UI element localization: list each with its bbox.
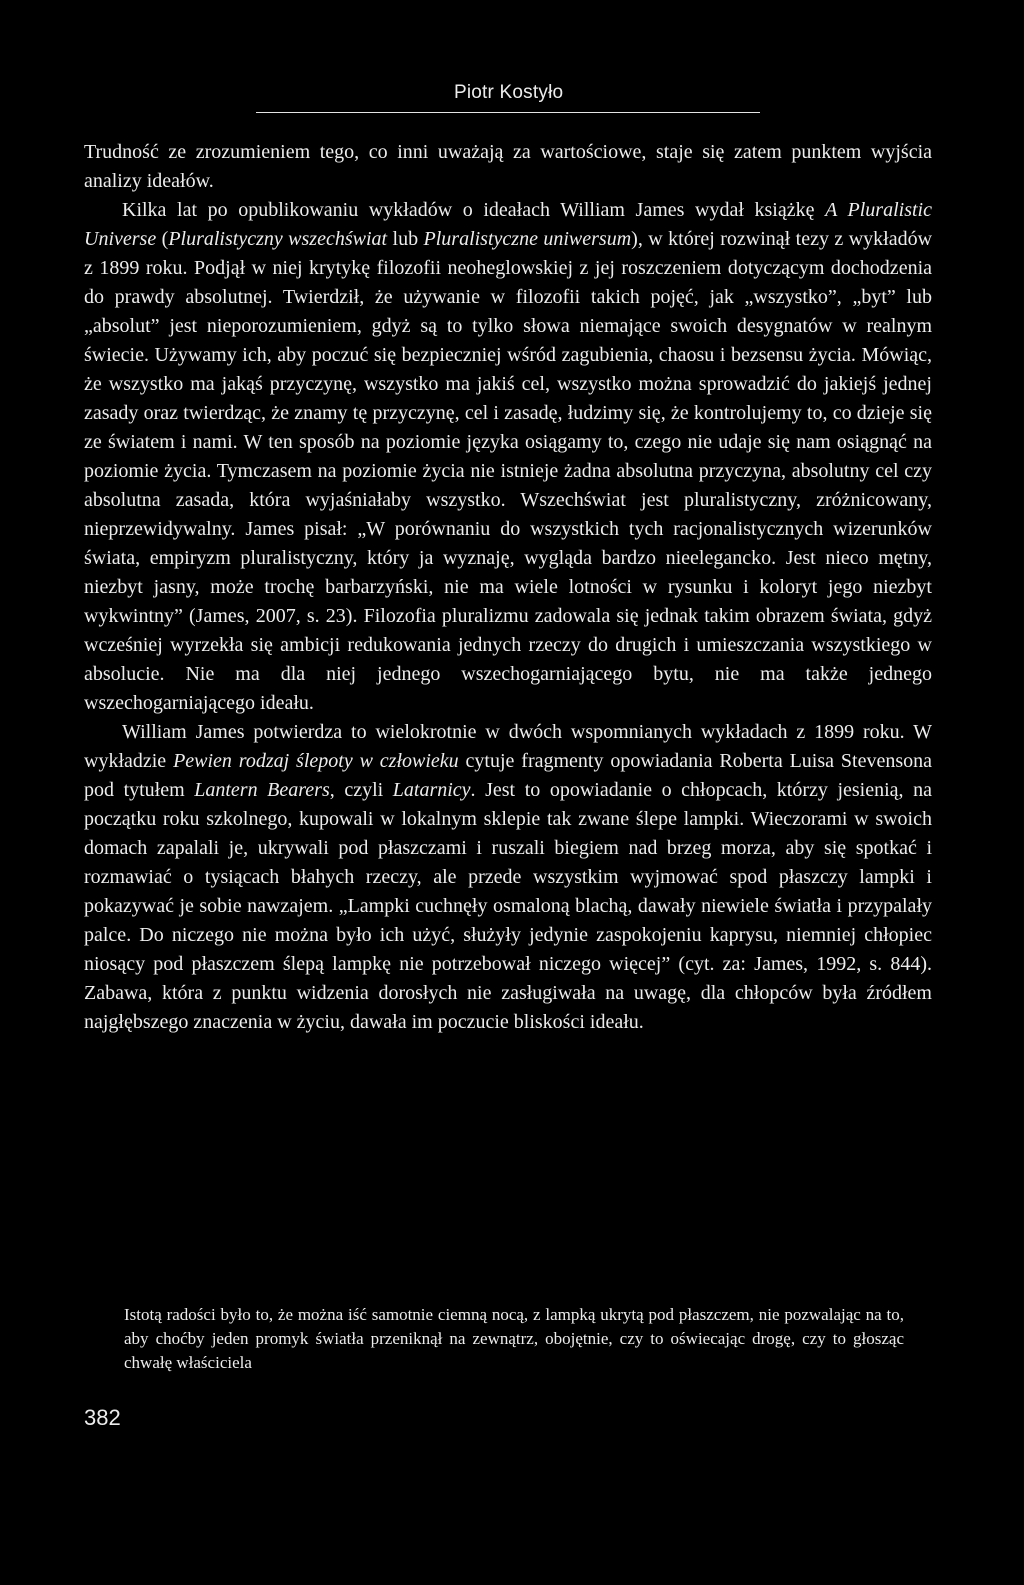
italic-title: Pluralistyczne uniwersum [423,228,632,250]
paragraph [84,196,932,718]
text-run: ( [156,228,169,250]
text-run: Kilka lat po opublikowaniu wykładów o ideałach William James wydał książkę [122,199,826,221]
italic-title: Lantern Bearers [194,779,330,801]
text-run: ), w której rozwinął tezy z wykładów z 1899 roku. Podjął w niej krytykę filozofii neoheglowskiej z jej roszczeniem dotyczącym dochodzenia do prawdy absolutnej. Twierdził, że używanie w filozofii takich pojęć, jak „wszystko”, „byt” lub „absolut” jest nieporozumieniem, gdyż są to tylko słowa niemające swoich desygnatów w realnym świecie. Używamy ich, aby poczuć się bezpieczniej wśród zagubienia, chaosu i bezsensu życia. Mówiąc, że wszystko ma jakąś przyczynę, wszystko ma jakiś cel, wszystko można sprowadzić do jakiejś jednej zasady oraz twierdząc, że znamy tę przyczynę, cel i zasadę, łudzimy się, że kontrolujemy to, co dzieje się ze światem i nami. W ten sposób na poziomie języka osiągamy to, czego nie udaje się nam osiągnąć na poziomie życia. Tymczasem na poziomie życia nie istnieje żadna absolutna przyczyna, absolutny cel czy absolutna zasada, która wyjaśniałaby wszystko. Wszechświat jest pluralistyczny, zróżnicowany, nieprzewidywalny. James pisał: „W porównaniu do wszystkich tych racjonalistycznych wizerunków świata, empiryzm pluralistyczny, który ja wyznaję, wygląda bardzo nieelegancko. Jest nieco mętny, niezbyt jasny, może trochę barbarzyński, nie ma wiele lotności w rysunku i koloryt jego niezbyt wykwintny” (James, 2007, s. 23). Filozofia pluralizmu zadowala się jednak takim obrazem świata, gdyż wcześniej wyrzekła się ambicji redukowania jednych rzeczy do drugich i umieszczania wszystkiego w absolucie. Nie ma dla niej jednego wszechogarniającego bytu, nie ma także jednego wszechogarniającego ideału. [84,228,933,714]
block-quote: Istotą radości było to, że można iść samotnie ciemną nocą, z lampką ukrytą pod płaszczem, nie pozwalając na to, aby choćby jeden promyk światła przeniknął na zewnątrz, obojętnie, czy to oświecając drogę, czy to głosząc chwałę właściciela [124,1305,904,1372]
text-run: , czyli [329,779,393,801]
text-run: . Jest to opowiadanie o chłopcach, którzy jesienią, na początku roku szkolnego, kupowali w lokalnym sklepie tak zwane ślepe lampki. Wieczorami w swoich domach zapalali je, ukrywali pod płaszczami i ruszali biegiem nad brzeg morza, aby się spotkać i rozmawiać o tysiącach błahych rzeczy, ale przede wszystkim wyjmować spod płaszczy lampki i pokazywać je sobie nawzajem. „Lampki cuchnęły osmaloną blachą, dawały niewiele światła i przypalały palce. Do niczego nie można było ich użyć, służyły jedynie zaspokojeniu kaprysu, niemniej chłopiec niosący pod płaszczem ślepą lampkę nie potrzebował niczego więcej” (cyt. za: James, 1992, s. 844). Zabawa, która z punktu widzenia dorosłych nie zasługiwała na uwagę, dla chłopców była źródłem najgłębszego znaczenia w życiu, dawała im poczucie bliskości ideału. [84,779,932,1033]
header-rule [256,112,760,113]
paragraph [84,718,932,1037]
text-run: William James potwierdza to wielokrotnie w dwóch wspomnianych wykładach z 1899 roku. W wykładzie [84,721,932,772]
italic-title: Pluralistyczny wszechświat [168,228,388,250]
running-header-author: Piotr Kostyło [454,82,564,103]
text-run: Trudność ze zrozumieniem tego, co inni uważają za wartościowe, staje się zatem punktem wyjścia analizy ideałów. [84,141,932,192]
paragraph [84,138,932,196]
italic-title: Latarnicy [392,779,471,801]
italic-title: Pewien rodzaj ślepoty w człowieku [173,750,459,772]
text-run: lub [387,228,424,250]
italic-title: A Pluralistic Universe [84,199,932,250]
page-number: 382 [84,1405,121,1430]
body-text [84,138,932,1037]
text-run: cytuje fragmenty opowiadania Roberta Luisa Stevensona pod tytułem [84,750,932,801]
